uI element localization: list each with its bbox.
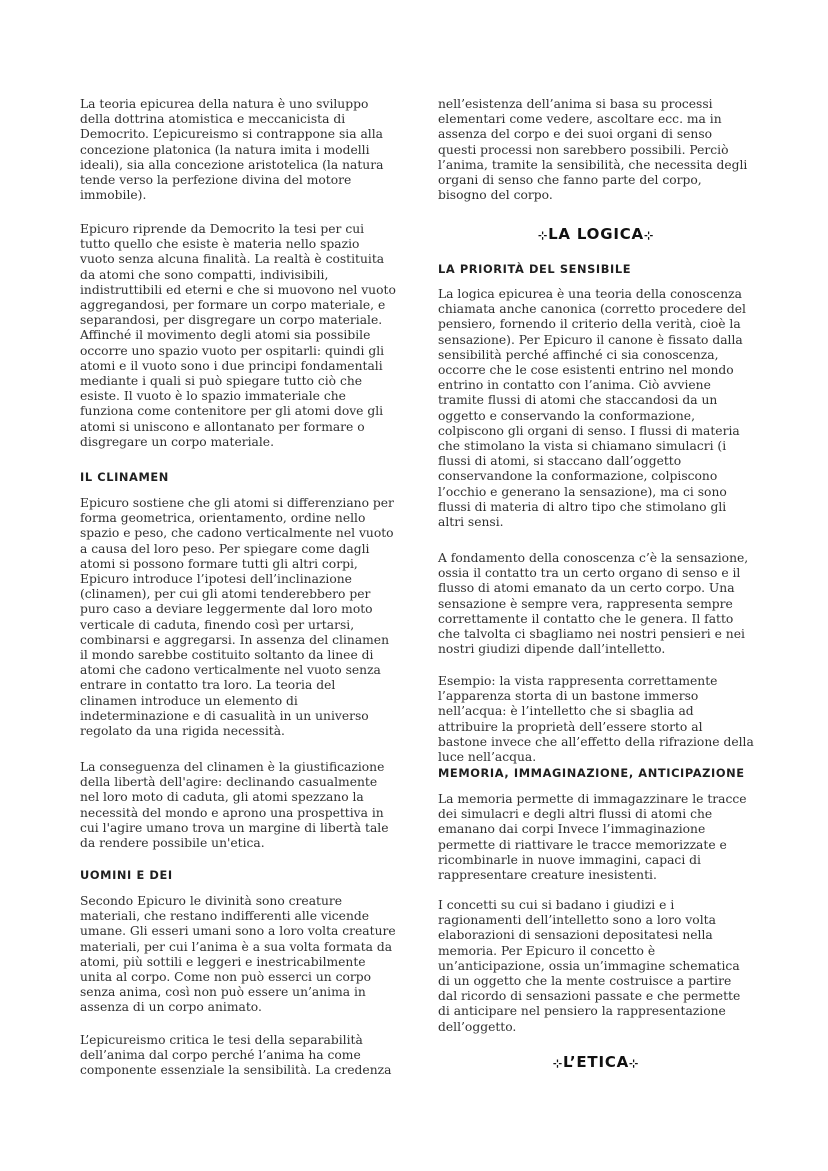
ornament-icon: ⊹ [538, 229, 549, 242]
paragraph-sensazione: A fondamento della conoscenza c’è la sensazione, ossia il contatto tra un certo organo di senso e il flusso di atomi emanato da un certo corpo. Una sensazione è sempre vera, rappresenta sempre correttamente il contatto che le genera. Il fatto che talvolta ci sbagliamo nei nostri pensieri e nei nostri giudizi dipende dall’intelletto. [438, 551, 749, 657]
paragraph-atomi-vuoto: Epicuro riprende da Democrito la tesi per cui tutto quello che esiste è materia nello spazio vuoto senza alcuna finalità. La realtà è costituita da atomi che sono compatti, indivisibili, indistruttibili ed eterni e che si muovono nel vuoto aggregandosi, per formare un corpo materiale, e separandosi, per disgregare un corpo materiale. Affinché il movimento degli atomi sia possibile occorre uno spazio vuoto per ospitarli: quindi gli atomi e il vuoto sono i due principi fondamentali mediante i quali si può spiegare tutto ciò che esiste. Il vuoto è lo spazio immateriale che funziona come contenitore per gli atomi dove gli atomi si uniscono e allontanato per formare o disgregare un corpo materiale. [80, 222, 396, 449]
ornament-icon: ⊹ [629, 1057, 640, 1070]
heading-memoria: MEMORIA, IMMAGINAZIONE, ANTICIPAZIONE [438, 766, 745, 780]
paragraph-liberta: La conseguenza del clinamen è la giustificazione della libertà dell'agire: declinando casualmente nel loro moto di caduta, gli atomi spezzano la necessità del mondo e aprono una prospettiva in cui l'agire umano trova un margine di libertà tale da rendere possibile un'etica. [80, 760, 389, 851]
paragraph-logica: La logica epicurea è una teoria della conoscenza chiamata anche canonica (corretto procedere del pensiero, fornendo il criterio della verità, cioè la sensazione). Per Epicuro il canone è fissato dalla sensibilità perché affinché ci sia conoscenza, occorre che le cose esistenti entrino nel mondo entrino in contatto con l’anima. Ciò avviene tramite flussi di atomi che staccandosi da un oggetto e conservando la conformazione, colpiscono gli organi di senso. I flussi di materia che stimolano la vista si chiamano simulacri (i flussi di atomi, si staccano dall’oggetto conservandone la conformazione, colpiscono l’occhio e generano la sensazione), ma ci sono flussi di materia di altro tipo che stimolano gli altri sensi. [438, 287, 746, 530]
paragraph-esempio: Esempio: la vista rappresenta correttamente l’apparenza storta di un bastone immerso nell’acqua: è l’intelletto che si sbaglia ad attribuire la proprietà dell’essere storto al bastone invece che all’effetto della rifrazione della luce nell’acqua. [438, 674, 754, 765]
heading-uomini-dei: UOMINI E DEI [80, 868, 173, 882]
paragraph-clinamen: Epicuro sostiene che gli atomi si differenziano per forma geometrica, orientamento, ordine nello spazio e peso, che cadono verticalmente nel vuoto a causa del loro peso. Per spiegare come dagli atomi si possono formare tutti gli altri corpi, Epicuro introduce l’ipotesi dell’inclinazione (clinamen), per cui gli atomi tenderebbero per puro caso a deviare leggermente dal loro moto verticale di caduta, finendo così per urtarsi, combinarsi e aggregarsi. In assenza del clinamen il mondo sarebbe costituito soltanto da linee di atomi che cadono verticalmente nel vuoto senza entrare in contatto tra loro. La teoria del clinamen introduce un elemento di indeterminazione e di casualità in un universo regolato da una rigida necessità. [80, 496, 394, 739]
paragraph-divinita: Secondo Epicuro le divinità sono creature materiali, che restano indifferenti alle vicende umane. Gli esseri umani sono a loro volta creature materiali, per cui l’anima è a sua volta formata da atomi, più sottili e leggeri e inestricabilmente unita al corpo. Come non può esserci un corpo senza anima, così non può essere un’anima in assenza di un corpo animato. [80, 894, 396, 1015]
paragraph-anima-cont: nell’esistenza dell’anima si basa su processi elementari come vedere, ascoltare ecc. ma in assenza del corpo e dei suoi organi di senso questi processi non sarebbero possibili. Perciò l’anima, tramite la sensibilità, che necessita degli organi di senso che fanno parte del corpo, bisogno del corpo. [438, 97, 748, 203]
ornament-icon: ⊹ [643, 229, 654, 242]
paragraph-memoria: La memoria permette di immagazzinare le tracce dei simulacri e degli altri flussi di atomi che emanano dai corpi Invece l’immaginazione permette di riattivare le tracce memorizzate e ricombinarle in nuove immagini, capaci di rappresentare creature inesistenti. [438, 792, 747, 883]
heading-priorita-sensibile: LA PRIORITÀ DEL SENSIBILE [438, 262, 632, 276]
paragraph-natura-intro: La teoria epicurea della natura è uno sviluppo della dottrina atomistica e meccanicista di Democrito. L’epicureismo si contrappone sia alla concezione platonica (la natura imita i modelli ideali), sia alla concezione aristotelica (la natura tende verso la perfezione divina del motore immobile). [80, 97, 384, 203]
heading-clinamen: IL CLINAMEN [80, 470, 169, 484]
section-title-etica: ⊹L’ETICA⊹ [552, 1053, 640, 1071]
paragraph-anima: L’epicureismo critica le tesi della separabilità dell’anima dal corpo perché l’anima ha come componente essenziale la sensibilità. La credenza [80, 1033, 392, 1078]
paragraph-concetti: I concetti su cui si badano i giudizi e i ragionamenti dell’intelletto sono a loro volta elaborazioni di sensazioni depositatesi nella memoria. Per Epicuro il concetto è un’anticipazione, ossia un’immagine schematica di un oggetto che la mente costruisce a partire dal ricordo di sensazioni passate e che permette di anticipare nel pensiero la rappresentazione dell’oggetto. [438, 898, 741, 1034]
section-title-logica: ⊹LA LOGICA⊹ [538, 225, 654, 243]
ornament-icon: ⊹ [552, 1057, 563, 1070]
